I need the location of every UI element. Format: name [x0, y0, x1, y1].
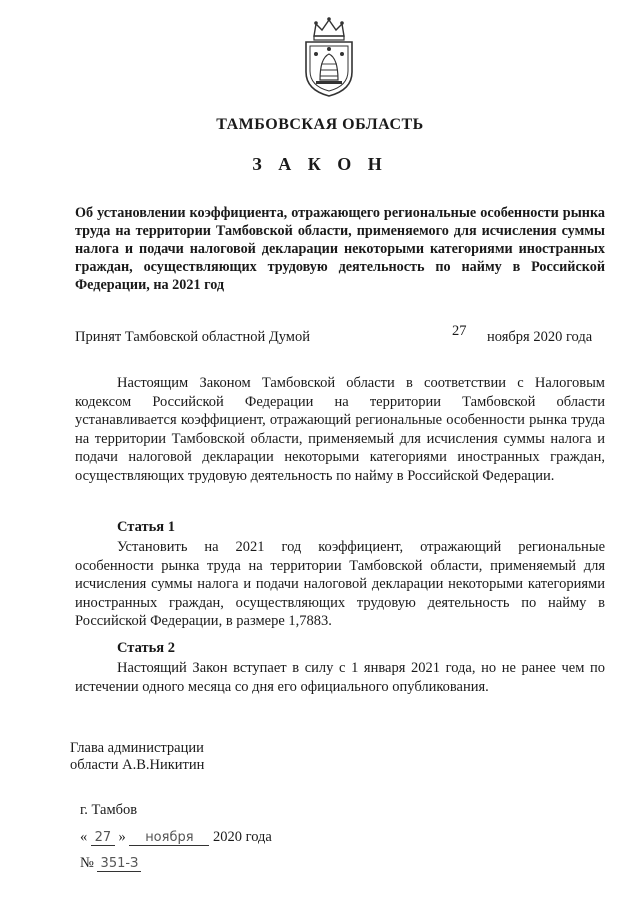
- signing-year: 2020 года: [213, 829, 272, 845]
- region-title: ТАМБОВСКАЯ ОБЛАСТЬ: [216, 116, 424, 133]
- number-value: 351-З: [97, 856, 141, 872]
- quote-close: »: [118, 829, 126, 845]
- adopted-day: 27: [452, 323, 467, 339]
- article-1-text: Установить на 2021 год коэффициент, отражающий региональные особенности рынка труда на территории Тамбовской области, применяемый для исчисления суммы налога и подачи налоговой декларации некоторыми категориями иностранных граждан, осуществляющих трудовую деятельность по найму в Российской Федерации, в размере 1,7883.: [75, 539, 605, 629]
- quote-open: «: [80, 829, 88, 845]
- signatory-title: Глава администрации: [70, 740, 204, 756]
- preamble-paragraph: Настоящим Законом Тамбовской области в соответствии с Налоговым кодексом Российской Федерации на территории Тамбовской области устанавливается коэффициент, отражающий региональные особенности рынка труда на территории Тамбовской области, применяемый для исчисления суммы налога и подачи налоговой декларации некоторыми категориями иностранных граждан, осуществляющих трудовую деятельность по найму в Российской Федерации.: [75, 375, 605, 484]
- signing-day: 27: [91, 830, 115, 846]
- adopted-by: Принят Тамбовской областной Думой: [75, 329, 310, 345]
- signing-date: [80, 829, 272, 846]
- signing-month: ноября: [129, 830, 209, 846]
- document-type-title: З А К О Н: [252, 154, 388, 174]
- law-subject: Об установлении коэффициента, отражающего региональные особенности рынка труда на территории Тамбовской области, применяемого для исчисления суммы налога и подачи налоговой декларации некоторыми категориями иностранных граждан, осуществляющих трудовую деятельность по найму в Российской Федерации, на 2021 год: [75, 205, 605, 293]
- article-2-text: Настоящий Закон вступает в силу с 1 января 2021 года, но не ранее чем по истечении одного месяца со дня его официального опубликования.: [75, 660, 605, 695]
- adopted-month-year: ноября 2020 года: [487, 329, 593, 345]
- number-prefix: №: [80, 855, 94, 871]
- article-2-heading: Статья 2: [117, 640, 175, 656]
- law-number: [80, 855, 141, 872]
- article-1-heading: Статья 1: [117, 519, 175, 535]
- signatory-name: области А.В.Никитин: [70, 757, 205, 773]
- signing-city: г. Тамбов: [80, 802, 138, 818]
- tambov-coat-of-arms-icon: [300, 14, 358, 98]
